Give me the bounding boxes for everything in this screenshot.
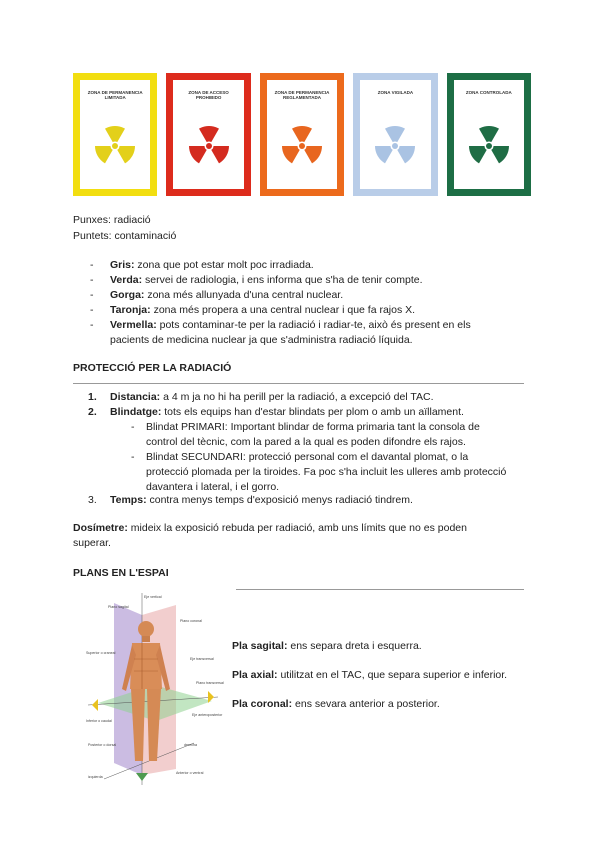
sign-caption: ZONA CONTROLADA [465, 90, 512, 95]
sign-green [447, 73, 531, 196]
trefoil-blade [105, 126, 125, 142]
radiation-trefoil-icon [371, 122, 419, 170]
plane-item [232, 698, 440, 710]
figure-label: Plano sagital [108, 605, 129, 609]
radiation-trefoil-icon [185, 122, 233, 170]
figure-label: Inferior o caudal [86, 719, 112, 723]
legend-dots: Puntets: contaminació [73, 230, 177, 242]
dosimeter-text: mideix la exposició rebuda per radiació, amb uns límits que no es poden [127, 522, 467, 534]
trefoil-blade [469, 146, 487, 163]
zone-text: servei de radiologia, i ens informa que s'ha de tenir compte. [142, 274, 423, 286]
figure-label: Eje anteroposterior [192, 713, 223, 717]
trefoil-blade [385, 126, 405, 142]
zone-item [110, 288, 343, 303]
figure-label: Plano coronal [180, 619, 202, 623]
sign-caption: ZONA VIGILADA [377, 90, 414, 95]
zone-item [110, 303, 415, 318]
trefoil-blade [282, 146, 300, 163]
figure-label: Plano transversal [196, 681, 224, 685]
zone-term: Vermella: [110, 319, 157, 331]
plane-text: utilitzat en el TAC, que separa superior e inferior. [277, 669, 508, 681]
dosimeter-term: Dosímetre: [73, 522, 128, 534]
item-number: 2. [88, 406, 97, 418]
zone-item [110, 318, 471, 333]
zone-term: Taronja: [110, 304, 151, 316]
trefoil-center [392, 143, 398, 149]
figure-label: Superior o craneal [86, 651, 116, 655]
plane-item [232, 640, 422, 652]
radiation-trefoil-icon [91, 122, 139, 170]
trefoil-blade [211, 146, 229, 163]
protection-item [88, 493, 413, 508]
sign-caption: ZONA DE PERMANENCIA REGLAMENTADA [274, 90, 330, 100]
trefoil-blade [375, 146, 393, 163]
dosimeter-paragraph-cont: superar. [73, 537, 111, 549]
plane-item [232, 669, 507, 681]
item-text: a 4 m ja no hi ha perill per la radiació, a excepció del TAC. [160, 391, 434, 403]
zone-term: Gorga: [110, 289, 145, 301]
zone-item [110, 273, 423, 288]
trefoil-blade [199, 126, 219, 142]
plane-text: ens separa dreta i esquerra. [287, 640, 422, 652]
item-number: 3. [88, 494, 97, 506]
figure-label: Posterior o dorsal [88, 743, 117, 747]
anatomical-planes-figure [84, 593, 222, 785]
sign-blue [353, 73, 437, 196]
radiation-signs [73, 73, 531, 196]
zone-term: Verda: [110, 274, 143, 286]
divider [236, 589, 524, 590]
item-term: Temps: [110, 494, 147, 506]
zone-text: zona més propera a una central nuclear i que fa rajos X. [150, 304, 416, 316]
item-text: tots els equips han d'estar blindats per plom o amb un aïllament. [161, 406, 464, 418]
trefoil-blade [95, 146, 113, 163]
figure-label: derecha [184, 743, 197, 747]
trefoil-blade [304, 146, 322, 163]
section-heading-protection: PROTECCIÓ PER LA RADIACIÓ [73, 362, 232, 374]
trefoil-blade [479, 126, 499, 142]
shielding-subitem: - Blindat PRIMARI: Important blindar de forma primaria tant la consola de [146, 420, 480, 435]
plane-term: Pla axial: [232, 669, 278, 681]
shielding-subitem: - Blindat SECUNDARI: protecció personal com el davantal plomat, o la [146, 450, 468, 465]
divider [73, 383, 524, 384]
figure-label: izquierda [88, 775, 103, 779]
item-number: 1. [88, 391, 97, 403]
trefoil-center [206, 143, 212, 149]
zone-item [110, 258, 314, 273]
figure-label: Eje transversal [190, 657, 214, 661]
shielding-subitem-cont: davantera i lateral, i el gorro. [146, 481, 280, 493]
plane-term: Pla sagital: [232, 640, 288, 652]
dosimeter-paragraph [73, 521, 467, 536]
protection-item [88, 390, 434, 405]
item-text: contra menys temps d'exposició menys radiació tindrem. [146, 494, 413, 506]
trefoil-blade [491, 146, 509, 163]
trefoil-center [112, 143, 118, 149]
sign-caption: ZONA DE PERMANENCIA LIMITADA [87, 90, 143, 100]
figure-label: Eje vertical [144, 595, 162, 599]
figure-label: Anterior o ventral [176, 771, 204, 775]
sign-red [166, 73, 250, 196]
shielding-subitem-cont: protecció plomada per la tiroides. Fa poc s'ha incluit les ulleres amb protecció [146, 466, 507, 478]
shielding-subitem-cont: control del tècnic, com la pared a la qual es poden difondre els rajos. [146, 436, 466, 448]
sign-caption: ZONA DE ACCESO PROHIBIDO [188, 90, 229, 100]
trefoil-blade [398, 146, 416, 163]
zone-term: Gris: [110, 259, 135, 271]
item-term: Blindatge: [110, 406, 162, 418]
item-term: Distancia: [110, 391, 161, 403]
protection-item [88, 405, 464, 420]
radiation-trefoil-icon [278, 122, 326, 170]
radiation-trefoil-icon [465, 122, 513, 170]
trefoil-center [486, 143, 492, 149]
section-heading-planes: PLANS EN L'ESPAI [73, 567, 169, 579]
trefoil-blade [117, 146, 135, 163]
plane-text: ens sevara anterior a posterior. [292, 698, 440, 710]
legend-spikes: Punxes: radiació [73, 214, 151, 226]
trefoil-blade [292, 126, 312, 142]
zone-text: zona més allunyada d'una central nuclear. [144, 289, 344, 301]
plane-term: Pla coronal: [232, 698, 293, 710]
sign-yellow [73, 73, 157, 196]
zone-text: pots contaminar-te per la radiació i radiar-te, això és present en els [156, 319, 471, 331]
zone-item-continuation: pacients de medicina nuclear ja que s'administra radiació líquida. [110, 334, 413, 346]
sign-orange [260, 73, 344, 196]
trefoil-blade [189, 146, 207, 163]
zone-text: zona que pot estar molt poc irradiada. [134, 259, 314, 271]
trefoil-center [299, 143, 305, 149]
